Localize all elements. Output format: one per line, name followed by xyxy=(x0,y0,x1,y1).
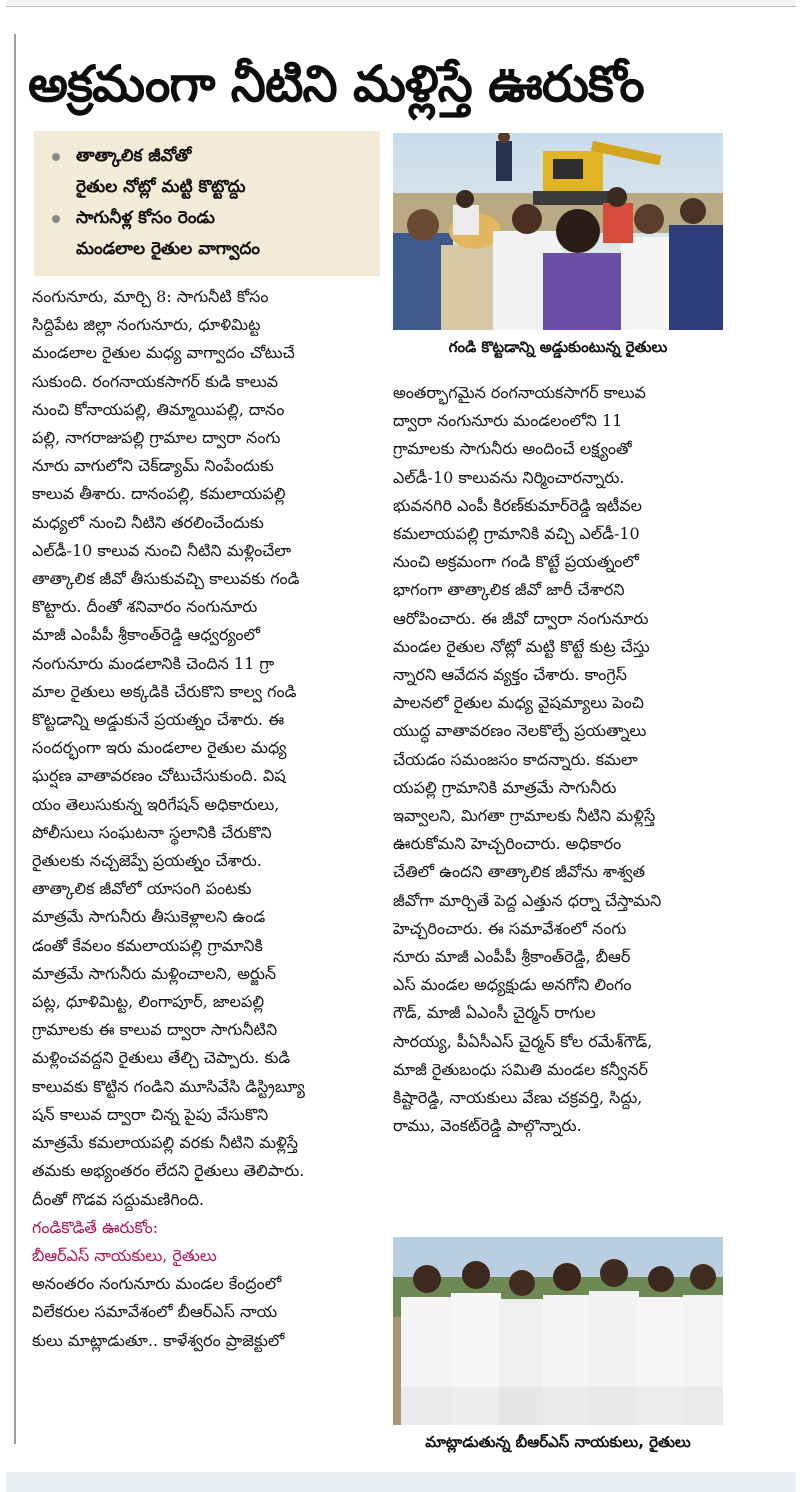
top-border xyxy=(6,0,796,7)
text-line: అనంతరం నంగునూరు మండల కేంద్రంలో xyxy=(32,1274,282,1294)
farmers-crowd-photo xyxy=(393,133,723,330)
text-line: సందర్భంగా ఇరు మండలాల రైతుల మధ్య xyxy=(32,738,287,758)
text-line: నంగునూరు మండలానికి చెందిన 11 గ్రా xyxy=(32,653,275,673)
text-line: కొట్టారు. దీంతో శనివారం నంగునూరు xyxy=(32,597,258,617)
farmers-crowd-excavator-photo-icon xyxy=(393,133,723,330)
text-line: కొట్టడాన్ని అడ్డుకునే ప్రయత్నం చేశారు. ఈ xyxy=(32,710,285,730)
subheadline-item xyxy=(48,141,372,203)
article-headline: అక్రమంగా నీటిని మళ్లిస్తే ఊరుకోం xyxy=(28,55,644,113)
text-line: పట్ల, ధూళిమిట్ట, లింగాపూర్, జాలపల్లి xyxy=(32,992,265,1012)
text-line: ఎల్‌డీ-10 కాలువ నుంచి నీటిని మళ్లించేలా xyxy=(32,540,292,560)
text-line: నుంచి కోనాయపల్లి, తిమ్మాయిపల్లి, దానం xyxy=(32,399,285,419)
text-line: చేయడం సమంజసం కాదన్నారు. కమలా xyxy=(393,749,638,769)
text-line: నూరు మాజీ ఎంపీపీ శ్రీకాంత్‌రెడ్డి, బీఆర్ xyxy=(393,947,631,967)
subheadline-box xyxy=(34,131,380,276)
text-line: నంగునూరు, మార్చి 8: సాగునీటి కోసం xyxy=(32,287,269,306)
text-line: ఎస్ మండల అధ్యక్షుడు అనగోని లింగం xyxy=(393,975,632,995)
text-line: విలేకరుల సమావేశంలో బీఆర్ఎస్ నాయ xyxy=(32,1302,278,1322)
photo-caption: గండి కొట్టడాన్ని అడ్డుకుంటున్న రైతులు xyxy=(448,338,668,356)
text-line: మాజీ రైతుబంధు సమితి మండల కన్వీనర్ xyxy=(393,1059,649,1079)
photo-caption: మాట్లాడుతున్న బీఆర్ఎస్ నాయకులు, రైతులు xyxy=(425,1433,691,1451)
bullet-icon xyxy=(52,153,60,161)
text-line: కాలువకు కొట్టిన గండిని మూసివేసి డిస్ట్రిబ్యూ xyxy=(32,1076,305,1096)
text-line: తాత్కాలిక జీవోలో యాసంగి పంటకు xyxy=(32,879,252,899)
inline-subheading: బీఆర్ఎస్ నాయకులు, రైతులు xyxy=(32,1245,217,1265)
text-line: మాజీ ఎంపీపీ శ్రీకాంత్‌రెడ్డి ఆధ్వర్యంలో xyxy=(32,625,260,645)
subheadline-line: మండలాల రైతుల వాగ్వాదం xyxy=(76,239,260,259)
text-line: భాగంగా తాత్కాలిక జీవో జారీ చేశారని xyxy=(393,580,625,600)
text-line: భువనగిరి ఎంపీ కిరణ్‌కుమార్‌రెడ్డి ఇటీవల xyxy=(393,495,643,515)
text-line: పోలీసులు సంఘటనా స్థలానికి చేరుకొని xyxy=(32,822,272,842)
text-line: డంతో కేవలం కమలాయపల్లి గ్రామానికి xyxy=(32,935,263,955)
text-line: కమలాయపల్లి గ్రామానికి వచ్చి ఎల్‌డీ-10 xyxy=(393,524,640,544)
text-line: మాల రైతులు అక్కడికి చేరుకొని కాల్వ గండి xyxy=(32,681,297,701)
subheadline-line: రైతుల నోట్లో మట్టి కొట్టొద్దు xyxy=(76,177,246,197)
text-line: యుద్ధ వాతావరణం నెలకొల్పే ప్రయత్నాలు xyxy=(393,721,647,741)
subheadline-line: సాగునీళ్ల కోసం రెండు xyxy=(76,208,215,228)
text-line: గ్రామాలకు సాగునీరు అందించే లక్ష్యంతో xyxy=(393,439,632,459)
text-line: మండలాల రైతుల మధ్య వాగ్వాదం చోటుచే xyxy=(32,343,295,363)
bullet-icon xyxy=(52,215,60,223)
text-line: మాత్రమే సాగునీరు మళ్లించాలని, అర్జున్ xyxy=(32,963,277,983)
text-line: నుంచి అక్రమంగా గండి కొట్టే ప్రయత్నంలో xyxy=(393,552,639,572)
brs-leaders-group-photo-icon xyxy=(393,1237,723,1425)
column-rule xyxy=(14,34,16,1444)
text-line: మళ్లించవద్దని రైతులు తేల్చి చెప్పారు. కుడి xyxy=(32,1048,291,1068)
article-column-left xyxy=(32,283,384,1355)
text-line: ఇవ్వాలని, మిగతా గ్రామాలకు నీటిని మళ్లిస్తే xyxy=(393,806,656,826)
text-line: మధ్యలో నుంచి నీటిని తరలించేందుకు xyxy=(32,512,264,532)
text-line: ఊరుకోమని హెచ్చరించారు. అధికారం xyxy=(393,834,622,854)
subheadline-item xyxy=(48,203,372,265)
text-line: న్నారని ఆవేదన వ్యక్తం చేశారు. కాంగ్రెస్ xyxy=(393,665,627,685)
text-line: పల్లి, నాగరాజుపల్లి గ్రామాల ద్వారా నంగు xyxy=(32,428,281,448)
text-line: సిద్దిపేట జిల్లా నంగునూరు, ధూళిమిట్ట xyxy=(32,315,261,335)
text-line: షన్ కాలువ ద్వారా చిన్న పైపు వేసుకొని xyxy=(32,1104,269,1124)
text-line: మండల రైతుల నోట్లో మట్టి కొట్టే కుట్ర చేస్తు xyxy=(393,636,650,656)
text-line: దీంతో గొడవ సద్దుమణిగింది. xyxy=(32,1189,205,1209)
text-line: అంతర్భాగమైన రంగనాయకసాగర్ కాలువ xyxy=(393,383,646,402)
text-line: తాత్కాలిక జీవో తీసుకువచ్చి కాలువకు గండి xyxy=(32,569,300,589)
text-line: రాము, వెంకట్‌రెడ్డి పాల్గొన్నారు. xyxy=(393,1116,582,1136)
subheadline-line: తాత్కాలిక జీవోతో xyxy=(76,146,192,166)
text-line: సుకుంది. రంగనాయకసాగర్ కుడి కాలువ xyxy=(32,371,279,391)
text-line: యపల్లి గ్రామానికి మాత్రమే సాగునీరు xyxy=(393,777,617,797)
inline-subheading: గండికొడితే ఊరుకోం: xyxy=(32,1217,159,1237)
text-line: నూరు వాగులోని చెక్‌డ్యామ్ నింపేందుకు xyxy=(32,456,274,476)
bottom-border xyxy=(6,1472,796,1492)
text-line: ఘర్షణ వాతావరణం చోటుచేసుకుంది. విష xyxy=(32,766,286,786)
text-line: సారయ్య, పీఏసీఎస్ చైర్మన్ కోల రమేశ్‌గౌడ్, xyxy=(393,1031,653,1051)
text-line: కులు మాట్లాడుతూ.. కాళేశ్వరం ప్రాజెక్టులో xyxy=(32,1330,285,1350)
text-line: తమకు అభ్యంతరం లేదని రైతులు తెలిపారు. xyxy=(32,1161,305,1181)
text-line: మాత్రమే సాగునీరు తీసుకెళ్లాలని ఉండ xyxy=(32,907,266,927)
text-line: కిష్టారెడ్డి, నాయకులు వేణు చక్రవర్తి, సిద్దు, xyxy=(393,1088,643,1108)
text-line: రైతులకు నచ్చజెప్పే ప్రయత్నం చేశారు. xyxy=(32,851,262,871)
text-line: ఎల్‌డీ-10 కాలువను నిర్మించారన్నారు. xyxy=(393,467,625,487)
text-line: ద్వారా నంగునూరు మండలంలోని 11 xyxy=(393,411,623,431)
text-line: చేతిలో ఉందని తాత్కాలిక జీవోను శాశ్వత xyxy=(393,862,646,882)
text-line: గ్రామాలకు ఈ కాలువ ద్వారా సాగునీటిని xyxy=(32,1020,278,1040)
text-line: పాలనలో రైతుల మధ్య వైషమ్యాలు పెంచి xyxy=(393,693,644,713)
text-line: మాత్రమే కమలాయపల్లి వరకు నీటిని మళ్లిస్తే xyxy=(32,1133,299,1153)
text-line: కాలువ తీశారు. దానంపల్లి, కమలాయపల్లి xyxy=(32,484,286,504)
text-line: యం తెలుసుకున్న ఇరిగేషన్ అధికారులు, xyxy=(32,794,280,814)
text-line: హెచ్చరించారు. ఈ సమావేశంలో నంగు xyxy=(393,918,627,938)
text-line: గౌడ్, మాజీ ఏఎంసీ చైర్మన్ రాగుల xyxy=(393,1003,596,1023)
brs-leaders-photo xyxy=(393,1237,723,1425)
text-line: ఆరోపించారు. ఈ జీవో ద్వారా నంగునూరు xyxy=(393,608,649,628)
article-column-right xyxy=(393,379,723,1140)
text-line: జీవోగా మార్చితే పెద్ద ఎత్తున ధర్నా చేస్తామని xyxy=(393,890,662,910)
